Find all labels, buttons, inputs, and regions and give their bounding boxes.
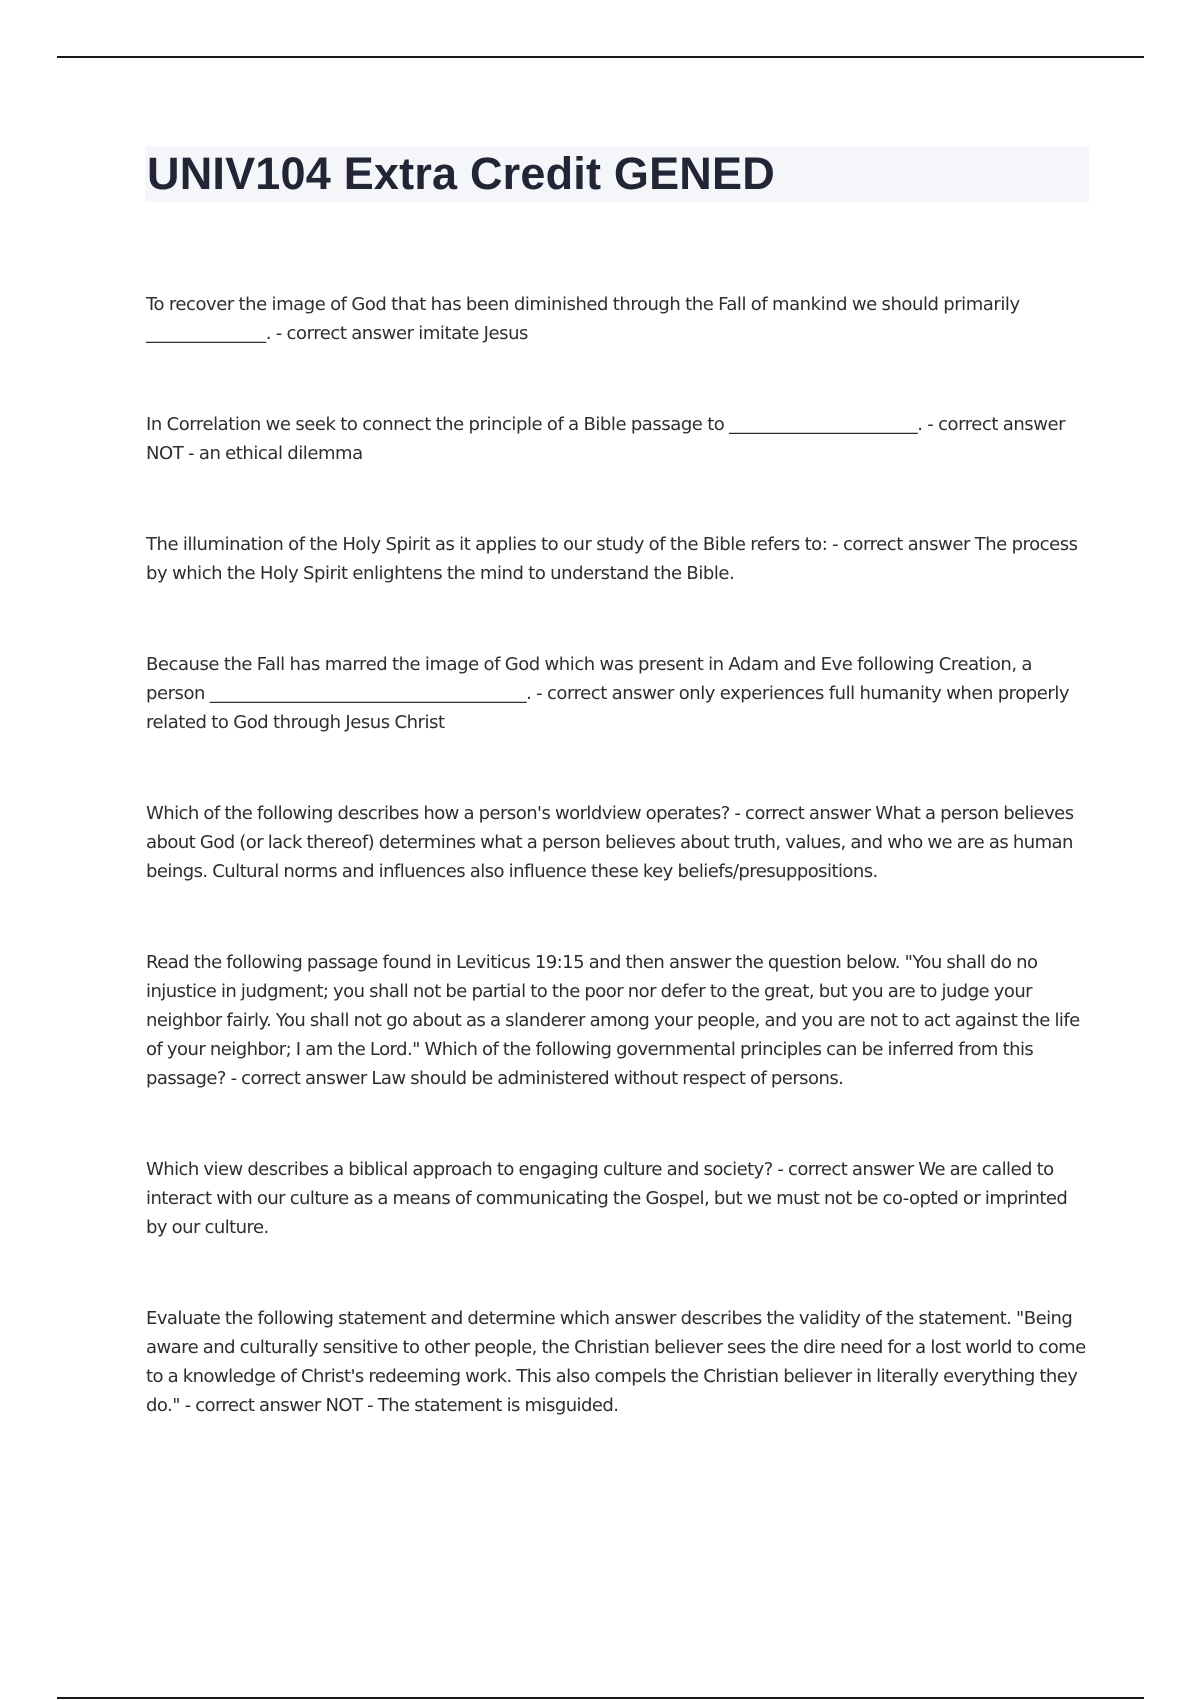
- question-item-7: Which view describes a biblical approach to engaging culture and society? - correct answer We are called to interact with our culture as a means of communicating the Gospel, but we must not be co-opted or imprinted by our culture.: [146, 1159, 1068, 1238]
- bottom-rule: [57, 1697, 1144, 1699]
- top-rule: [57, 56, 1144, 58]
- question-item-3: The illumination of the Holy Spirit as it applies to our study of the Bible refers to: - correct answer The process by which the Holy Spirit enlightens the mind to understand the Bible.: [146, 534, 1078, 584]
- document-title: UNIV104 Extra Credit GENED: [147, 148, 775, 199]
- question-item-1: To recover the image of God that has been diminished through the Fall of mankind we should primarily ______________. - correct answer imitate Jesus: [146, 294, 1020, 344]
- question-item-6: Read the following passage found in Leviticus 19:15 and then answer the question below. "You shall do no injustice in judgment; you shall not be partial to the poor nor defer to the great, but you are to judge your neighbor fairly. You shall not go about as a slanderer among your people, and you are not to act against the life of your neighbor; I am the Lord." Which of the following governmental principles can be inferred from this passage? - correct answer Law should be administered without respect of persons.: [146, 952, 1080, 1089]
- question-item-8: Evaluate the following statement and determine which answer describes the validity of the statement. "Being aware and culturally sensitive to other people, the Christian believer sees the dire need for a lost world to come to a knowledge of Christ's redeeming work. This also compels the Christian believer in literally everything they do." - correct answer NOT - The statement is misguided.: [146, 1308, 1086, 1416]
- question-item-5: Which of the following describes how a person's worldview operates? - correct answer What a person believes about God (or lack thereof) determines what a person believes about truth, values, and who we are as human beings. Cultural norms and influences also influence these key beliefs/presuppositions.: [146, 803, 1074, 882]
- question-list: [146, 290, 1091, 1420]
- question-item-4: Because the Fall has marred the image of God which was present in Adam and Eve following Creation, a person _____________________________________. - correct answer only experiences full humanity when properly related to God through Jesus Christ: [146, 654, 1070, 733]
- question-item-2: In Correlation we seek to connect the principle of a Bible passage to ______________________. - correct answer NOT - an ethical dilemma: [146, 414, 1066, 464]
